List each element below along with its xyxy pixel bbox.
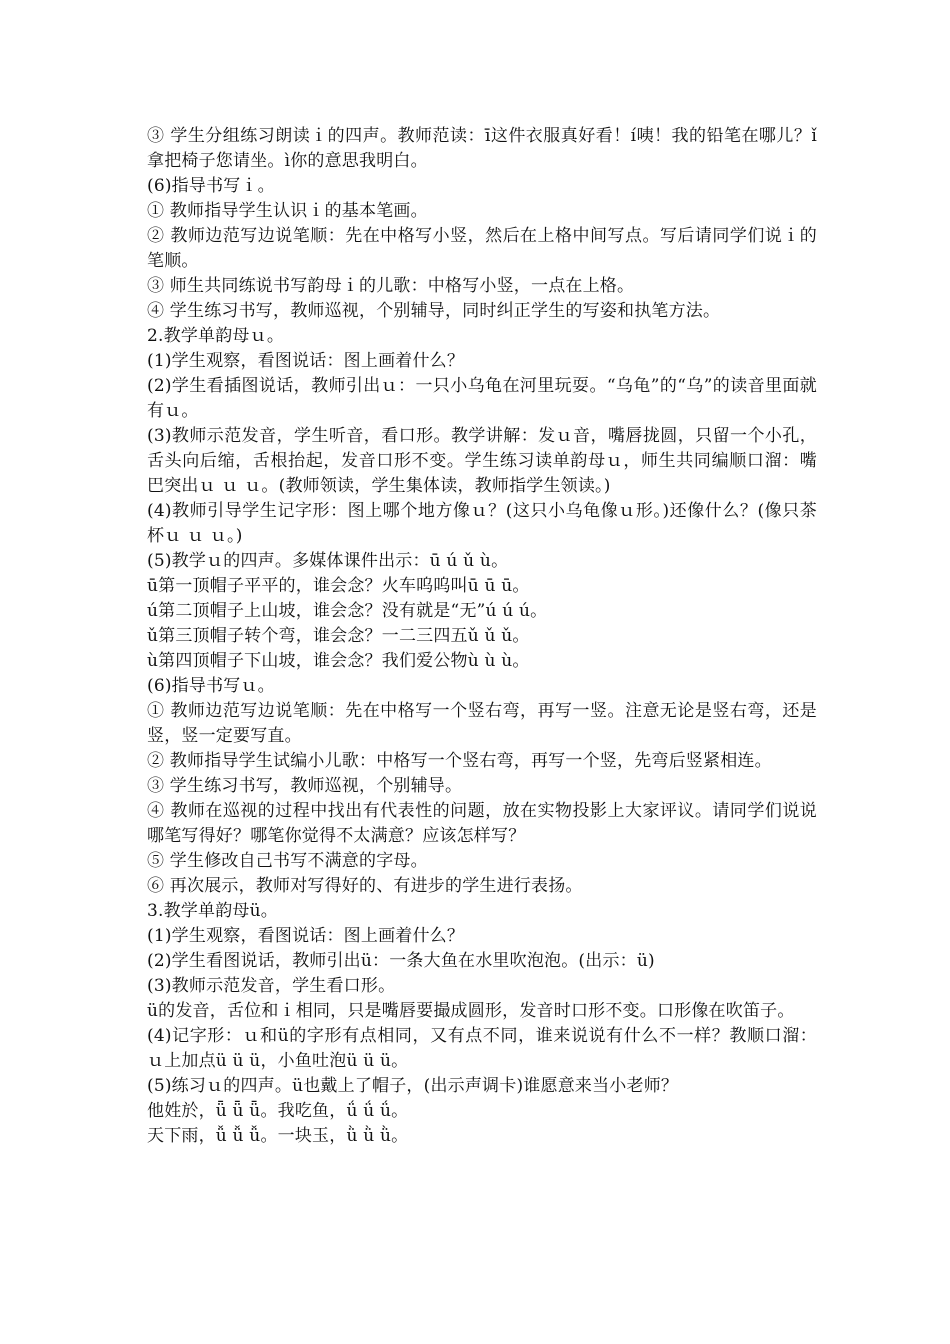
paragraph: (2)学生看插图说话，教师引出ｕ：一只小乌龟在河里玩耍。“乌龟”的“乌”的读音里面就有ｕ。 <box>147 376 817 421</box>
paragraph: ① 教师指导学生认识ｉ的基本笔画。 <box>147 201 428 221</box>
paragraph: (2)学生看图说话，教师引出ü：一条大鱼在水里吹泡泡。(出示：ü) <box>147 951 655 971</box>
section-heading: 2.教学单韵母ｕ。 <box>147 326 285 346</box>
paragraph: ③ 师生共同练说书写韵母ｉ的儿歌：中格写小竖，一点在上格。 <box>147 276 635 296</box>
paragraph: ⑤ 学生修改自己书写不满意的字母。 <box>147 851 428 871</box>
paragraph: ③ 学生分组练习朗读ｉ的四声。教师范读：ī这件衣服真好看！í咦！我的铅笔在哪儿？ǐ拿把椅子您请坐。ì你的意思我明白。 <box>147 126 817 171</box>
paragraph: (5)练习ｕ的四声。ü也戴上了帽子，(出示声调卡)谁愿意来当小老师？ <box>147 1076 679 1096</box>
paragraph: (1)学生观察，看图说话：图上画着什么？ <box>147 351 465 371</box>
paragraph: (6)指导书写ｕ。 <box>147 676 275 696</box>
document-body <box>147 124 817 1149</box>
paragraph: ④ 学生练习书写，教师巡视，个别辅导，同时纠正学生的写姿和执笔方法。 <box>147 301 721 321</box>
paragraph: ② 教师边范写边说笔顺：先在中格写小竖，然后在上格中间写点。写后请同学们说ｉ的笔顺。 <box>147 226 817 271</box>
paragraph: 他姓於，ǖ ǖ ǖ。我吃鱼，ǘ ǘ ǘ。 <box>147 1101 409 1121</box>
paragraph: ② 教师指导学生试编小儿歌：中格写一个竖右弯，再写一个竖，先弯后竖紧相连。 <box>147 751 772 771</box>
paragraph: ④ 教师在巡视的过程中找出有代表性的问题，放在实物投影上大家评议。请同学们说说哪笔写得好？哪笔你觉得不太满意？应该怎样写？ <box>147 801 817 846</box>
paragraph: (6)指导书写ｉ。 <box>147 176 275 196</box>
paragraph: (3)教师示范发音，学生听音，看口形。教学讲解：发ｕ音，嘴唇拢圆，只留一个小孔，舌头向后缩，舌根抬起，发音口形不变。学生练习读单韵母ｕ，师生共同编顺口溜：嘴巴突出ｕ ｕ ｕ。(教师领读，学生集体读，教师指学生领读。) <box>147 426 817 496</box>
paragraph: ① 教师边范写边说笔顺：先在中格写一个竖右弯，再写一竖。注意无论是竖右弯，还是竖，竖一定要写直。 <box>147 701 817 746</box>
paragraph: ③ 学生练习书写，教师巡视，个别辅导。 <box>147 776 463 796</box>
paragraph: 天下雨，ǚ ǚ ǚ。一块玉，ǜ ǜ ǜ。 <box>147 1126 409 1146</box>
paragraph: ü的发音，舌位和ｉ相同，只是嘴唇要撮成圆形，发音时口形不变。口形像在吹笛子。 <box>147 1001 795 1021</box>
paragraph: ǔ第三顶帽子转个弯，谁会念？一二三四五ǔ ǔ ǔ。 <box>147 626 530 646</box>
paragraph: (5)教学ｕ的四声。多媒体课件出示：ū ú ǔ ù。 <box>147 551 509 571</box>
paragraph: ⑥ 再次展示，教师对写得好的、有进步的学生进行表扬。 <box>147 876 583 896</box>
paragraph: ū第一顶帽子平平的，谁会念？火车呜呜叫ū ū ū。 <box>147 576 530 596</box>
paragraph: (4)记字形：ｕ和ü的字形有点相同，又有点不同，谁来说说有什么不一样？教顺口溜：ｕ上加点ü ü ü，小鱼吐泡ü ü ü。 <box>147 1026 817 1071</box>
paragraph: ú第二顶帽子上山坡，谁会念？没有就是“无”ú ú ú。 <box>147 601 548 621</box>
paragraph: (4)教师引导学生记字形：图上哪个地方像ｕ？(这只小乌龟像ｕ形。)还像什么？(像只茶杯ｕ ｕ ｕ。) <box>147 501 817 546</box>
paragraph: ù第四顶帽子下山坡，谁会念？我们爱公物ù ù ù。 <box>147 651 530 671</box>
section-heading: 3.教学单韵母ü。 <box>147 901 278 921</box>
paragraph: (3)教师示范发音，学生看口形。 <box>147 976 396 996</box>
paragraph: (1)学生观察，看图说话：图上画着什么？ <box>147 926 465 946</box>
